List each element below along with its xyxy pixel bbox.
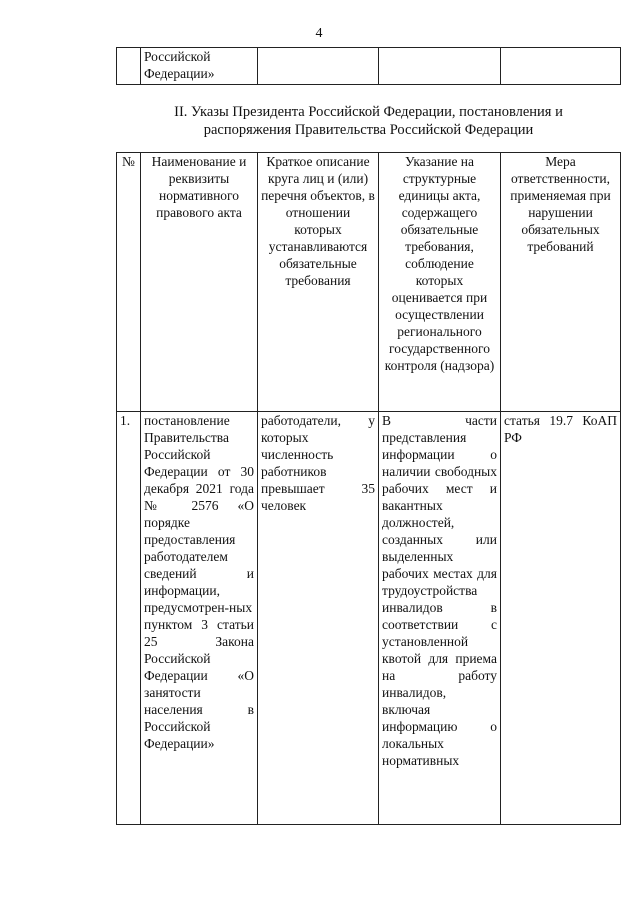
cell-liability: статья 19.7 КоАП РФ — [501, 412, 621, 825]
header-persons: Краткое описание круга лиц и (или) перечня объектов, в отношении которых устанавливаются обязательные требования — [258, 153, 379, 412]
header-number: № — [117, 153, 141, 412]
table-cell — [117, 48, 141, 85]
requirements-table — [116, 152, 621, 825]
cell-persons: работодатели, у которых численность работников превышает 35 человек — [258, 412, 379, 825]
page-number: 4 — [315, 26, 323, 41]
section-heading-line: распоряжения Правительства Российской Федерации — [203, 122, 534, 138]
header-liability: Мера ответственности, применяемая при нарушении обязательных требований — [501, 153, 621, 412]
header-act: Наименование и реквизиты нормативного правового акта — [141, 153, 258, 412]
table-cell — [379, 48, 501, 85]
continuation-table — [116, 47, 621, 85]
cell-units: В части представления информации о наличии свободных рабочих мест и вакантных должностей, созданных или выделенных рабочих местах для трудоустройства инвалидов в соответствии с установленной квотой для приема на работу инвалидов, включая информацию о локальных нормативных — [379, 412, 501, 825]
section-heading-line: II. Указы Президента Российской Федерации, постановления и — [174, 104, 563, 120]
table-cell — [258, 48, 379, 85]
table-cell — [501, 48, 621, 85]
header-units: Указание на структурные единицы акта, содержащего обязательные требования, соблюдение которых оценивается при осуществлении регионального государственного контроля (надзора) — [379, 153, 501, 412]
table-header-row — [117, 153, 621, 412]
cell-act: постановление Правительства Российской Федерации от 30 декабря 2021 года № 2576 «О порядке предоставления работодателем сведений и информации, предусмотрен-ных пунктом 3 статьи 25 Закона Российской Федерации «О занятости населения в Российской Федерации» — [141, 412, 258, 825]
table-row — [117, 412, 621, 825]
table-row — [117, 48, 621, 85]
table-cell-act-continuation: Российской Федерации» — [141, 48, 258, 85]
cell-number: 1. — [117, 412, 141, 825]
section-heading — [116, 103, 621, 139]
